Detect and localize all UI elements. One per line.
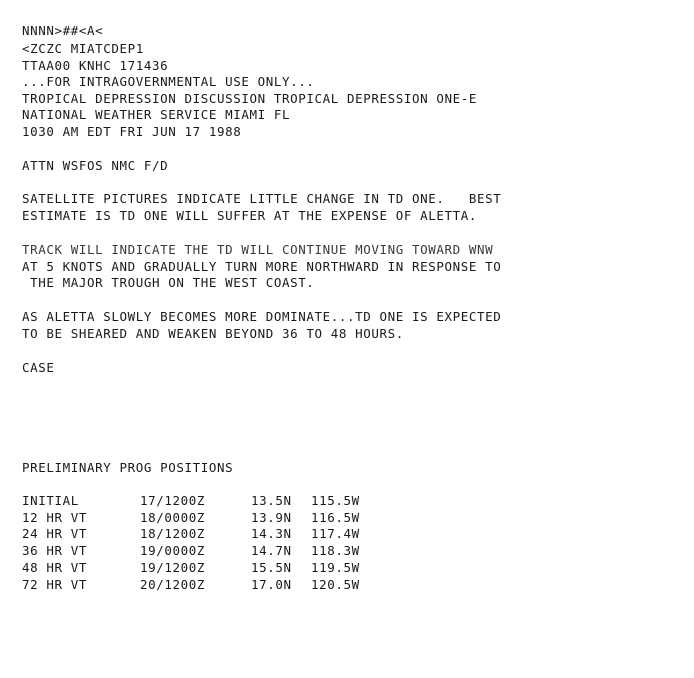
prog-label: 36 HR VT (22, 543, 88, 558)
prog-latitude: 14.3N (251, 526, 292, 541)
prog-longitude: 119.5W (311, 560, 360, 575)
attention-line: ATTN WSFOS NMC F/D (22, 158, 169, 173)
wmo-header: TTAA00 KNHC 171436 (22, 58, 169, 73)
prog-label: INITIAL (22, 493, 79, 508)
document-title: TROPICAL DEPRESSION DISCUSSION TROPICAL DEPRESSION ONE-E (22, 91, 478, 106)
paragraph-2-line-1: TRACK WILL INDICATE THE TD WILL CONTINUE MOVING TOWARD WNW (22, 242, 494, 257)
prog-time: 17/1200Z (140, 493, 206, 508)
prog-row (22, 509, 360, 526)
prog-label: 72 HR VT (22, 577, 88, 592)
prog-row (22, 525, 360, 542)
prog-longitude: 117.4W (311, 526, 360, 541)
prog-label: 48 HR VT (22, 560, 88, 575)
routing-header: NNNN>##<A< (22, 23, 104, 38)
forecaster-signature: CASE (22, 360, 55, 375)
prog-row (22, 559, 360, 576)
prog-time: 18/0000Z (140, 510, 206, 525)
prog-latitude: 13.9N (251, 510, 292, 525)
usage-notice: ...FOR INTRAGOVERNMENTAL USE ONLY... (22, 74, 315, 89)
prog-row (22, 492, 360, 509)
paragraph-1-line-1: SATELLITE PICTURES INDICATE LITTLE CHANGE IN TD ONE. BEST (22, 191, 502, 206)
issue-datetime: 1030 AM EDT FRI JUN 17 1988 (22, 124, 242, 139)
prog-longitude: 118.3W (311, 543, 360, 558)
prog-latitude: 17.0N (251, 577, 292, 592)
prog-time: 20/1200Z (140, 577, 206, 592)
prog-latitude: 14.7N (251, 543, 292, 558)
prog-row (22, 576, 360, 593)
prog-positions-title: PRELIMINARY PROG POSITIONS (22, 460, 234, 475)
paragraph-3-line-1: AS ALETTA SLOWLY BECOMES MORE DOMINATE...TD ONE IS EXPECTED (22, 309, 502, 324)
paragraph-3-line-2: TO BE SHEARED AND WEAKEN BEYOND 36 TO 48 HOURS. (22, 326, 404, 341)
prog-time: 18/1200Z (140, 526, 206, 541)
prog-latitude: 15.5N (251, 560, 292, 575)
prog-longitude: 120.5W (311, 577, 360, 592)
paragraph-1-line-2: ESTIMATE IS TD ONE WILL SUFFER AT THE EXPENSE OF ALETTA. (22, 208, 478, 223)
prog-label: 12 HR VT (22, 510, 88, 525)
prog-longitude: 115.5W (311, 493, 360, 508)
paragraph-2-line-3: THE MAJOR TROUGH ON THE WEST COAST. (22, 275, 315, 290)
issuing-office: NATIONAL WEATHER SERVICE MIAMI FL (22, 107, 291, 122)
prog-row (22, 542, 360, 559)
paragraph-2-line-2: AT 5 KNOTS AND GRADUALLY TURN MORE NORTHWARD IN RESPONSE TO (22, 259, 502, 274)
message-id: <ZCZC MIATCDEP1 (22, 41, 144, 56)
prog-time: 19/0000Z (140, 543, 206, 558)
prog-time: 19/1200Z (140, 560, 206, 575)
prog-longitude: 116.5W (311, 510, 360, 525)
prog-latitude: 13.5N (251, 493, 292, 508)
prog-label: 24 HR VT (22, 526, 88, 541)
